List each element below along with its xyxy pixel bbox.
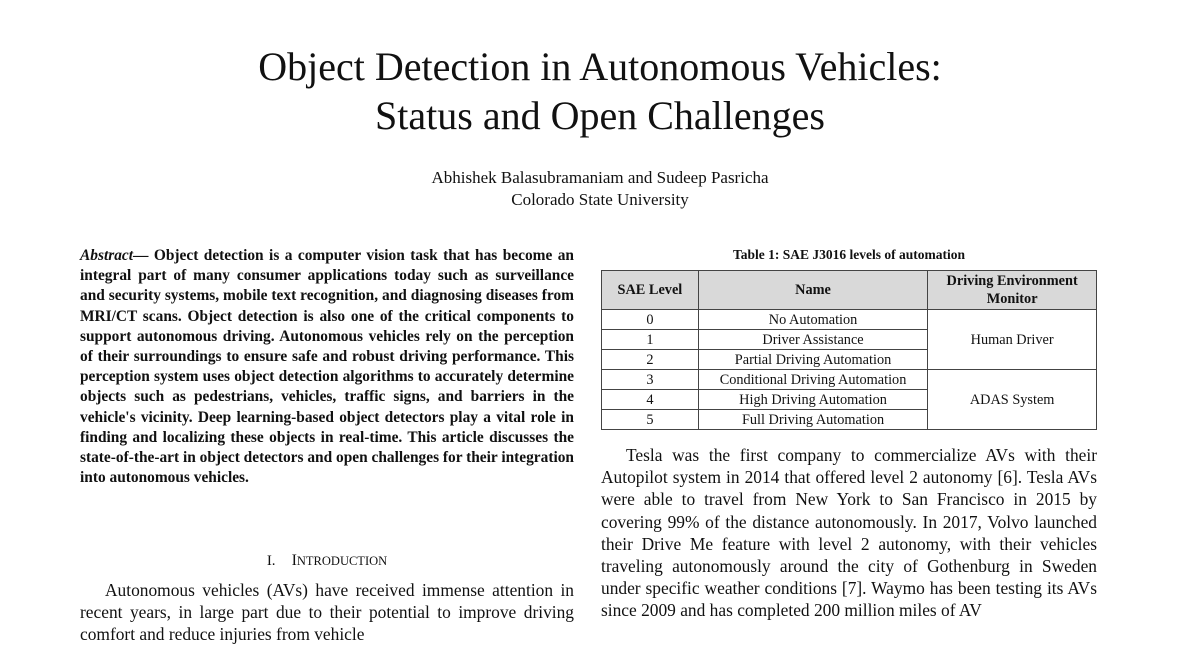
abstract-text: Object detection is a computer vision task that has become an integral part of many consumer applications today such as surveillance and security systems, mobile text recognition, and diagnosing diseases from MRI/CT scans. Object detection is also one of the critical components to support autonomous driving. Autonomous vehicles rely on the perception of their surroundings to ensure safe and robust driving performance. This perception system uses object detection algorithms to accurately determine objects such as pedestrians, vehicles, traffic signs, and barriers in the vehicle's vicinity. Deep learning-based object detectors play a vital role in finding and localizing these objects in real-time. This article discusses the state-of-the-art in object detectors and open challenges for their integration into autonomous vehicles. — [80, 247, 574, 487]
header-name: Name — [698, 271, 927, 310]
paper-title-line-1: Object Detection in Autonomous Vehicles: — [258, 44, 942, 89]
monitor-cell-adas: ADAS System — [928, 370, 1097, 430]
name-cell: High Driving Automation — [698, 390, 927, 410]
header-sae-level: SAE Level — [602, 271, 699, 310]
introduction-paragraph: Autonomous vehicles (AVs) have received immense attention in recent years, in large part due to their potential to improve driving comfort and reduce injuries from vehicle — [80, 580, 574, 645]
section-number: I. — [266, 553, 276, 569]
header-monitor: Driving Environment Monitor — [928, 271, 1097, 310]
level-cell: 4 — [602, 390, 699, 410]
section-title-initial: I — [291, 552, 297, 569]
paper-title — [0, 42, 1200, 140]
monitor-cell-human: Human Driver — [928, 310, 1097, 370]
table-row — [602, 370, 1097, 390]
table-caption: Table 1: SAE J3016 levels of automation — [732, 247, 965, 262]
section-heading-introduction — [80, 551, 574, 571]
name-cell: Partial Driving Automation — [698, 350, 927, 370]
level-cell: 2 — [602, 350, 699, 370]
abstract — [80, 246, 574, 488]
sae-levels-table — [601, 270, 1097, 430]
paper-title-line-2: Status and Open Challenges — [375, 93, 825, 138]
abstract-dash: — — [133, 247, 154, 264]
author-block — [0, 167, 1200, 211]
table-row — [602, 310, 1097, 330]
table-header-row — [602, 271, 1097, 310]
level-cell: 0 — [602, 310, 699, 330]
level-cell: 5 — [602, 410, 699, 430]
name-cell: Full Driving Automation — [698, 410, 927, 430]
left-column — [80, 246, 574, 488]
name-cell: Driver Assistance — [698, 330, 927, 350]
name-cell: Conditional Driving Automation — [698, 370, 927, 390]
abstract-label: Abstract — [80, 247, 134, 264]
right-column — [601, 246, 1097, 430]
author-affiliation: Colorado State University — [511, 190, 689, 209]
level-cell: 1 — [602, 330, 699, 350]
level-cell: 3 — [602, 370, 699, 390]
author-names: Abhishek Balasubramaniam and Sudeep Pasricha — [431, 168, 769, 187]
body-paragraph-tesla: Tesla was the first company to commercialize AVs with their Autopilot system in 2014 that offered level 2 autonomy [6]. Tesla AVs were able to travel from New York to San Francisco in 2015 by covering 99% of the distance autonomously. In 2017, Volvo launched their Drive Me feature with level 2 autonomy, with their vehicles traveling autonomously around the city of Gothenburg in Sweden under specific weather conditions [7]. Waymo has been testing its AVs since 2009 and has completed 200 million miles of AV — [601, 445, 1097, 621]
section-title-rest: NTRODUCTION — [296, 554, 388, 568]
name-cell: No Automation — [698, 310, 927, 330]
